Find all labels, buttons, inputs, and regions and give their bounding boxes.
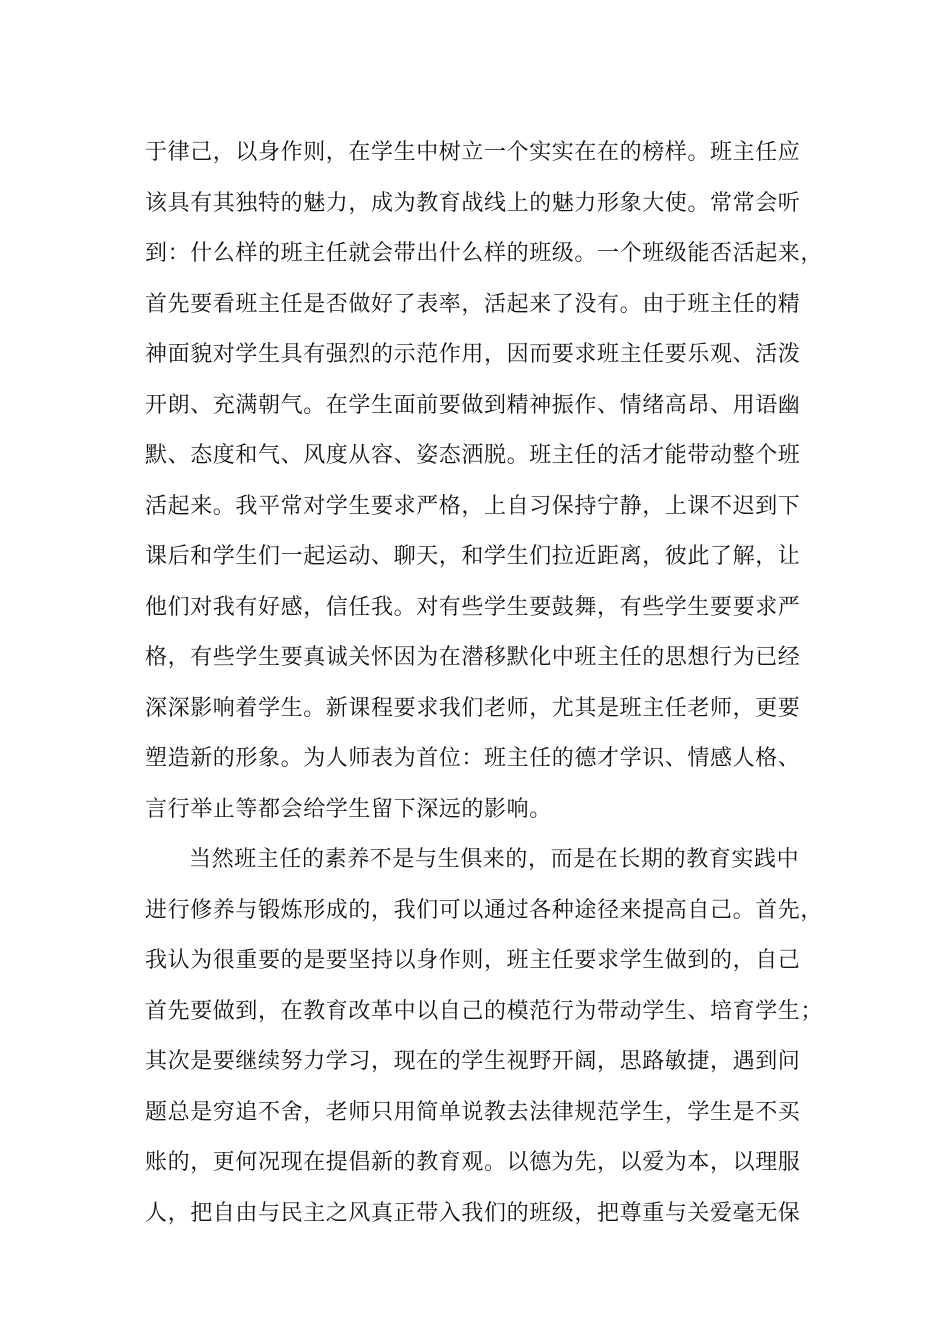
paragraph-1 — [145, 128, 825, 835]
paragraph-line: 我认为很重要的是要坚持以身作则，班主任要求学生做到的，自己 — [145, 948, 801, 973]
paragraph-line: 该具有其独特的魅力，成为教育战线上的魅力形象大使。常常会听 — [145, 190, 801, 216]
paragraph-line: 活起来。我平常对学生要求严格，上自习保持宁静，上课不迟到下 — [145, 493, 801, 519]
paragraph-line: 题总是穷追不舍，老师只用简单说教去法律规范学生，学生是不买 — [145, 1099, 801, 1125]
paragraph-line: 塑造新的形象。为人师表为首位：班主任的德才学识、情感人格、 — [145, 746, 801, 771]
paragraph-line: 深深影响着学生。新课程要求我们老师，尤其是班主任老师，更要 — [145, 695, 801, 721]
paragraph-line: 其次是要继续努力学习，现在的学生视野开阔，思路敏捷，遇到问 — [145, 1049, 801, 1074]
document-body — [145, 128, 825, 1239]
paragraph-2 — [145, 835, 825, 1239]
paragraph-line: 进行修养与锻炼形成的，我们可以通过各种途径来提高自己。首先， — [145, 897, 824, 923]
paragraph-line: 首先要做到，在教育改革中以自己的模范行为带动学生、培育学生； — [145, 998, 824, 1024]
paragraph-line: 言行举止等都会给学生留下深远的影响。 — [145, 796, 552, 822]
paragraph-line: 他们对我有好感，信任我。对有些学生要鼓舞，有些学生要要求严 — [145, 594, 801, 620]
paragraph-line: 开朗、充满朝气。在学生面前要做到精神振作、情绪高昂、用语幽 — [145, 392, 801, 418]
paragraph-line: 于律己，以身作则，在学生中树立一个实实在在的榜样。班主任应 — [145, 140, 801, 165]
paragraph-line: 首先要看班主任是否做好了表率，活起来了没有。由于班主任的精 — [145, 291, 801, 317]
paragraph-line: 当然班主任的素养不是与生俱来的，而是在长期的教育实践中 — [189, 847, 800, 872]
paragraph-line: 到：什么样的班主任就会带出什么样的班级。一个班级能否活起来， — [145, 241, 824, 266]
paragraph-line: 默、态度和气、风度从容、姿态洒脱。班主任的活才能带动整个班 — [145, 443, 801, 468]
paragraph-line: 神面貌对学生具有强烈的示范作用，因而要求班主任要乐观、活泼 — [145, 342, 801, 367]
paragraph-line: 账的，更何况现在提倡新的教育观。以德为先，以爱为本，以理服 — [145, 1150, 801, 1175]
paragraph-line: 人，把自由与民主之风真正带入我们的班级，把尊重与关爱毫无保 — [145, 1200, 801, 1226]
paragraph-line: 格，有些学生要真诚关怀因为在潜移默化中班主任的思想行为已经 — [145, 645, 801, 670]
paragraph-line: 课后和学生们一起运动、聊天，和学生们拉近距离，彼此了解，让 — [145, 544, 801, 569]
